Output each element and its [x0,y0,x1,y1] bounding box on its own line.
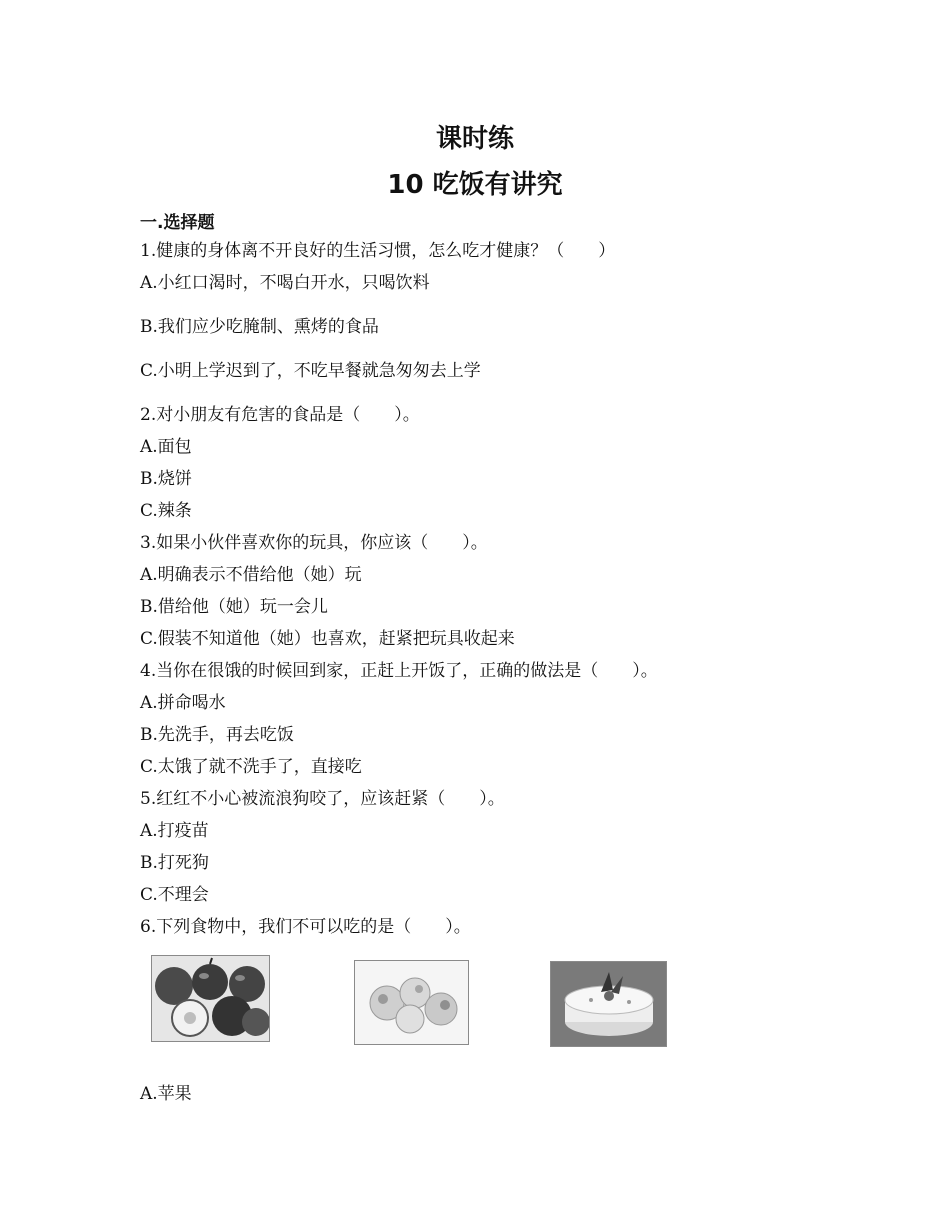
cake-image [550,961,667,1047]
cake-icon [551,962,666,1046]
answer-option: B.打死狗 [140,853,209,873]
question-stem: 3.如果小伙伴喜欢你的玩具，你应该（ ）。 [140,533,488,553]
answer-option: A.小红口渴时，不喝白开水，只喝饮料 [140,273,430,293]
page-title: 课时练 [435,124,514,154]
oranges-image [354,960,469,1045]
answer-option: A.打疫苗 [140,821,209,841]
apples-icon [152,956,269,1041]
answer-option: A.拼命喝水 [140,693,226,713]
moldy-oranges-icon [355,961,468,1044]
question-stem: 6.下列食物中，我们不可以吃的是（ ）。 [140,917,471,937]
answer-option: B.先洗手，再去吃饭 [140,725,294,745]
answer-option: A.苹果 [140,1084,192,1104]
answer-option: A.明确表示不借给他（她）玩 [140,565,362,585]
answer-option: B.我们应少吃腌制、熏烤的食品 [140,317,379,337]
question-stem: 2.对小朋友有危害的食品是（ ）。 [140,405,420,425]
answer-option: B.烧饼 [140,469,192,489]
answer-option: C.辣条 [140,501,192,521]
question-stem: 1.健康的身体离不开良好的生活习惯，怎么吃才健康？（ ） [140,241,616,261]
question-stem: 4.当你在很饿的时候回到家，正赶上开饭了，正确的做法是（ ）。 [140,661,658,681]
lesson-title: 10 吃饭有讲究 [387,170,563,200]
question-stem: 5.红红不小心被流浪狗咬了，应该赶紧（ ）。 [140,789,505,809]
answer-option: C.太饿了就不洗手了，直接吃 [140,757,362,777]
answer-option: C.假装不知道他（她）也喜欢，赶紧把玩具收起来 [140,629,515,649]
answer-option: B.借给他（她）玩一会儿 [140,597,328,617]
section-heading: 一.选择题 [140,213,215,233]
answer-option: A.面包 [140,437,192,457]
answer-option: C.小明上学迟到了，不吃早餐就急匆匆去上学 [140,361,481,381]
answer-option: C.不理会 [140,885,209,905]
apples-image [151,955,270,1042]
